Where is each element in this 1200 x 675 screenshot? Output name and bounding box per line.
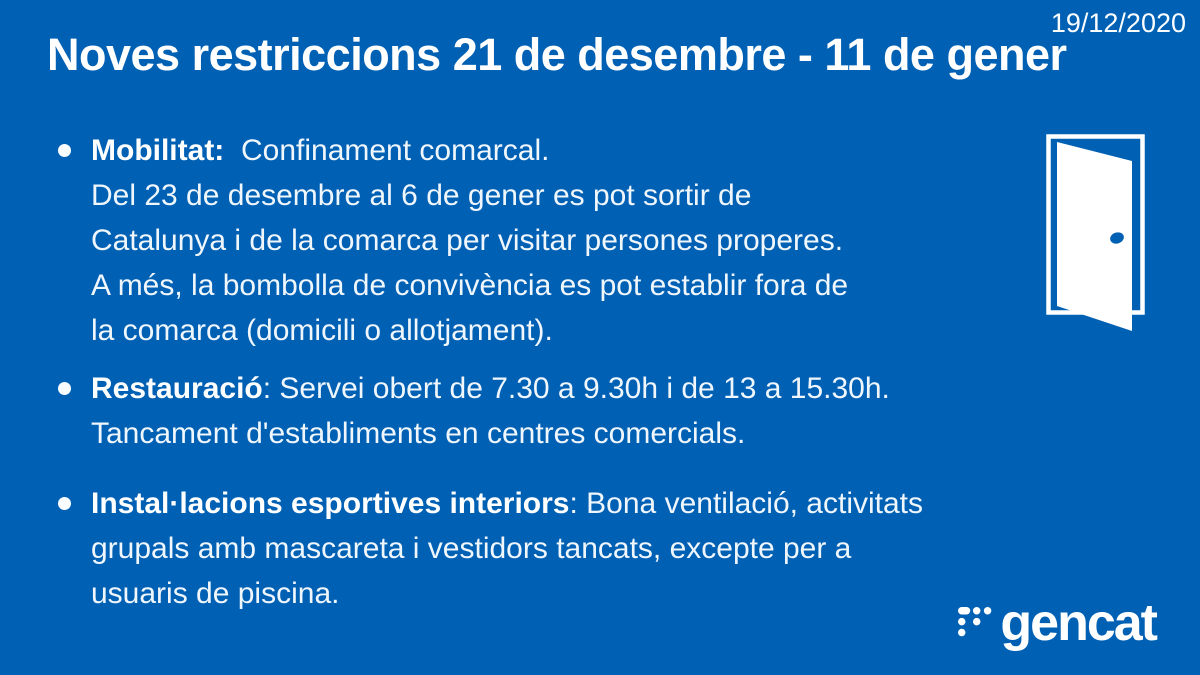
body-line: Catalunya i de la comarca per visitar persones properes.	[91, 224, 844, 257]
section-heading-bold: Instal·lacions esportives interiors	[91, 487, 570, 520]
section-heading-rest: Confinament comarcal.	[224, 134, 550, 167]
page-title: Noves restriccions 21 de desembre - 11 de gener	[47, 29, 1067, 80]
section-heading-rest: : Servei obert de 7.30 a 9.30h i de 13 a 15.30h.	[262, 372, 890, 405]
body-line: usuaris de piscina.	[91, 577, 340, 610]
body-line: A més, la bombolla de convivència es pot establir fora de	[91, 269, 849, 302]
gencat-wordmark: gencat	[1000, 594, 1156, 652]
section-heading-restauracio	[91, 366, 1045, 411]
list-item-restauracio	[0, 366, 1045, 456]
body-line: Del 23 de desembre al 6 de gener es pot sortir de	[91, 179, 752, 212]
section-heading-rest: : Bona ventilació, activitats	[569, 487, 924, 520]
body-line: Tancament d'establiments en centres comercials.	[91, 417, 746, 450]
section-heading-installacions	[91, 481, 1045, 526]
date-label: 19/12/2020	[1050, 8, 1186, 38]
list-item-mobilitat	[0, 128, 1045, 353]
gencat-dots-icon	[958, 607, 992, 637]
body-line: la comarca (domicili o allotjament).	[91, 314, 553, 347]
open-door-icon	[1046, 134, 1146, 334]
body-line: grupals amb mascareta i vestidors tancats, excepte per a	[91, 532, 852, 565]
list-item-installacions-esportives	[0, 481, 1045, 616]
section-heading-bold: Mobilitat:	[91, 134, 225, 167]
section-heading-mobilitat	[91, 128, 1045, 173]
gencat-logo	[958, 594, 1156, 652]
restrictions-list	[0, 128, 1045, 616]
section-heading-bold: Restauració	[91, 372, 263, 405]
